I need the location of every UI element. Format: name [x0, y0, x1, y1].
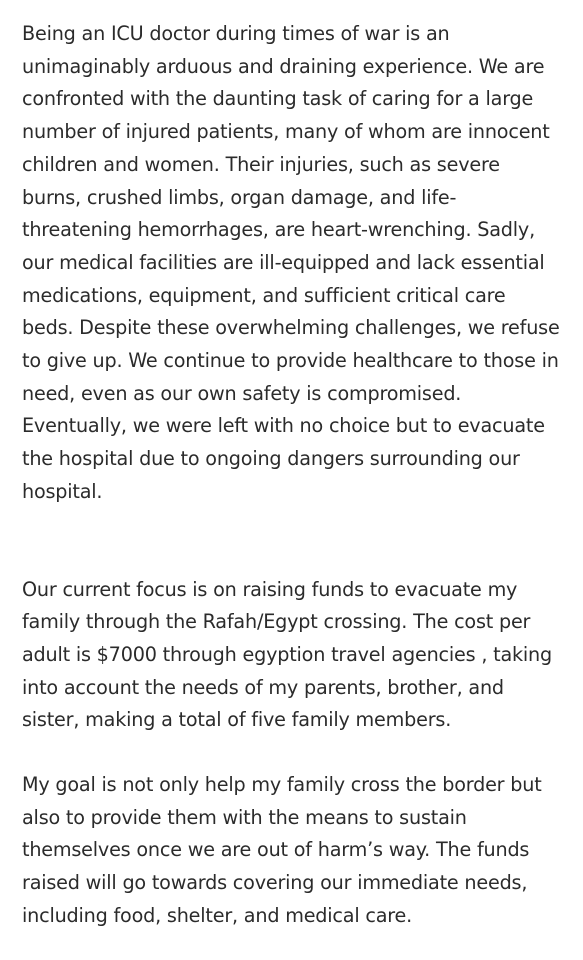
story-paragraph-goal: My goal is not only help my family cross the border but also to provide them with the means to sustain themselves once we are out of harm’s way. The funds raised will go towards covering our immediate needs, including food, shelter, and medical care.: [22, 773, 542, 927]
story-paragraph-icu: Being an ICU doctor during times of war is an unimaginably arduous and draining experience. We are confronted with the daunting task of caring for a large number of injured patients, many of whom are innocent children and women. Their injuries, such as severe burns, crushed limbs, organ damage, and life-threatening hemorrhages, are heart-wrenching. Sadly, our medical facilities are ill-equipped and lack essential medications, equipment, and sufficient critical care beds. Despite these overwhelming challenges, we refuse to give up. We continue to provide healthcare to those in need, even as our own safety is compromised. Eventually, we were left with no choice but to evacuate the hospital due to ongoing dangers surrounding our hospital.: [22, 22, 560, 503]
story-paragraph-evacuation-funds: Our current focus is on raising funds to evacuate my family through the Rafah/Egypt crossing. The cost per adult is $7000 through egyption travel agencies , taking into account the needs of my parents, brother, and sister, making a total of five family members.: [22, 577, 552, 732]
